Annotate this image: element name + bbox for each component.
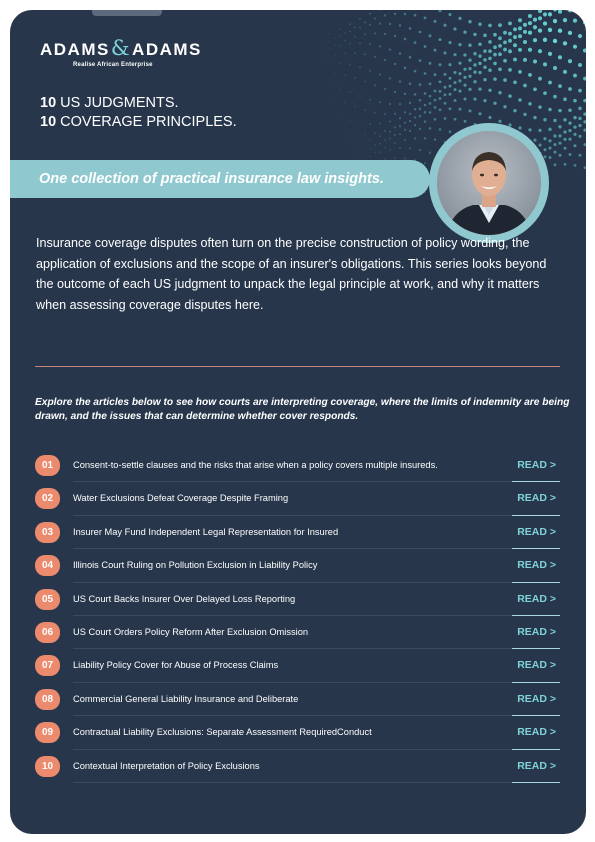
read-link-underline: [512, 548, 560, 549]
article-row[interactable]: [35, 483, 560, 516]
headline-line2-number: 10: [40, 114, 57, 130]
row-divider: [73, 615, 560, 616]
article-title[interactable]: Contextual Interpretation of Policy Exclusions: [73, 760, 260, 771]
article-title[interactable]: Consent-to-settle clauses and the risks that arise when a policy covers multiple insureds.: [73, 460, 438, 470]
read-link-underline: [512, 582, 560, 583]
article-number-badge: 04: [35, 555, 60, 576]
article-row[interactable]: [35, 751, 560, 784]
intro-paragraph: Insurance coverage disputes often turn on the precise construction of policy wording, the application of exclusions and the scope of an insurer's obligations. This series looks beyond the outcome of each US judgment to unpack the legal principle at work, and why it matters when assessing coverage disputes here.: [36, 236, 547, 312]
article-row[interactable]: [35, 517, 560, 550]
article-title[interactable]: US Court Backs Insurer Over Delayed Loss Reporting: [73, 593, 296, 604]
read-link[interactable]: READ >: [517, 525, 556, 538]
read-link[interactable]: READ >: [517, 592, 556, 605]
row-divider: [73, 682, 560, 683]
read-link[interactable]: READ >: [517, 726, 556, 739]
article-title[interactable]: Insurer May Fund Independent Legal Representation for Insured: [73, 526, 339, 537]
row-divider: [73, 582, 560, 583]
article-number-badge: 07: [35, 655, 60, 676]
article-row[interactable]: [35, 650, 560, 683]
read-link-underline: [512, 648, 560, 649]
brand-logo: [40, 36, 202, 68]
article-number-badge: 05: [35, 589, 60, 610]
article-title[interactable]: Water Exclusions Defeat Coverage Despite Framing: [73, 493, 289, 504]
article-number-badge: 06: [35, 622, 60, 643]
article-number-badge: 08: [35, 689, 60, 710]
tagline-banner-text: One collection of practical insurance law insights.: [39, 171, 384, 187]
brand-tagline: Realise African Enterprise: [73, 62, 153, 68]
article-number-badge: 02: [35, 488, 60, 509]
row-divider: [73, 715, 560, 716]
read-link-underline: [512, 715, 560, 716]
section-divider: [35, 366, 560, 367]
headline-line1-number: 10: [40, 95, 57, 111]
row-divider: [73, 648, 560, 649]
brand-ampersand: &: [110, 36, 132, 60]
article-title[interactable]: Illinois Court Ruling on Pollution Exclusion in Liability Policy: [73, 560, 318, 571]
article-row[interactable]: [35, 684, 560, 717]
article-number-badge: 09: [35, 722, 60, 743]
read-link-underline: [512, 615, 560, 616]
read-link[interactable]: READ >: [517, 659, 556, 672]
row-divider: [73, 515, 560, 516]
article-title[interactable]: US Court Orders Policy Reform After Exclusion Omission: [73, 626, 309, 637]
article-row[interactable]: [35, 550, 560, 583]
brand-name-right: ADAMS: [132, 40, 202, 59]
article-row[interactable]: [35, 617, 560, 650]
article-number-badge: 10: [35, 756, 60, 777]
headline: [40, 94, 237, 132]
article-number-badge: 01: [35, 455, 60, 476]
brochure-card: [10, 10, 586, 834]
author-portrait: [437, 131, 541, 235]
article-title[interactable]: Commercial General Liability Insurance and Deliberate: [73, 693, 299, 704]
article-title[interactable]: Contractual Liability Exclusions: Separate Assessment RequiredConduct: [73, 727, 372, 738]
read-link[interactable]: READ >: [517, 459, 556, 471]
article-row[interactable]: [35, 717, 560, 750]
read-link[interactable]: READ >: [517, 692, 556, 705]
article-row[interactable]: [35, 450, 560, 483]
brand-name-left: ADAMS: [40, 40, 110, 59]
read-link[interactable]: READ >: [517, 625, 556, 638]
row-divider: [73, 548, 560, 549]
read-link-underline: [512, 481, 560, 482]
read-link[interactable]: READ >: [517, 559, 556, 572]
article-number-badge: 03: [35, 522, 60, 543]
read-link-underline: [512, 682, 560, 683]
explore-prompt: Explore the articles below to see how courts are interpreting coverage, where the limits of indemnity are being drawn, and the issues that can determine whether cover responds.: [35, 397, 570, 422]
row-divider: [73, 782, 560, 783]
top-tab-notch: [92, 10, 162, 16]
portrait-illustration: [437, 131, 541, 235]
read-link[interactable]: READ >: [517, 492, 556, 505]
row-divider: [73, 481, 560, 482]
article-list: [35, 450, 560, 784]
read-link-underline: [512, 782, 560, 783]
headline-line2-text: COVERAGE PRINCIPLES.: [56, 114, 237, 130]
headline-line1-text: US JUDGMENTS.: [56, 95, 179, 111]
row-divider: [73, 749, 560, 750]
article-row[interactable]: [35, 584, 560, 617]
read-link[interactable]: READ >: [517, 759, 556, 772]
read-link-underline: [512, 749, 560, 750]
read-link-underline: [512, 515, 560, 516]
article-title[interactable]: Liability Policy Cover for Abuse of Process Claims: [73, 660, 279, 671]
